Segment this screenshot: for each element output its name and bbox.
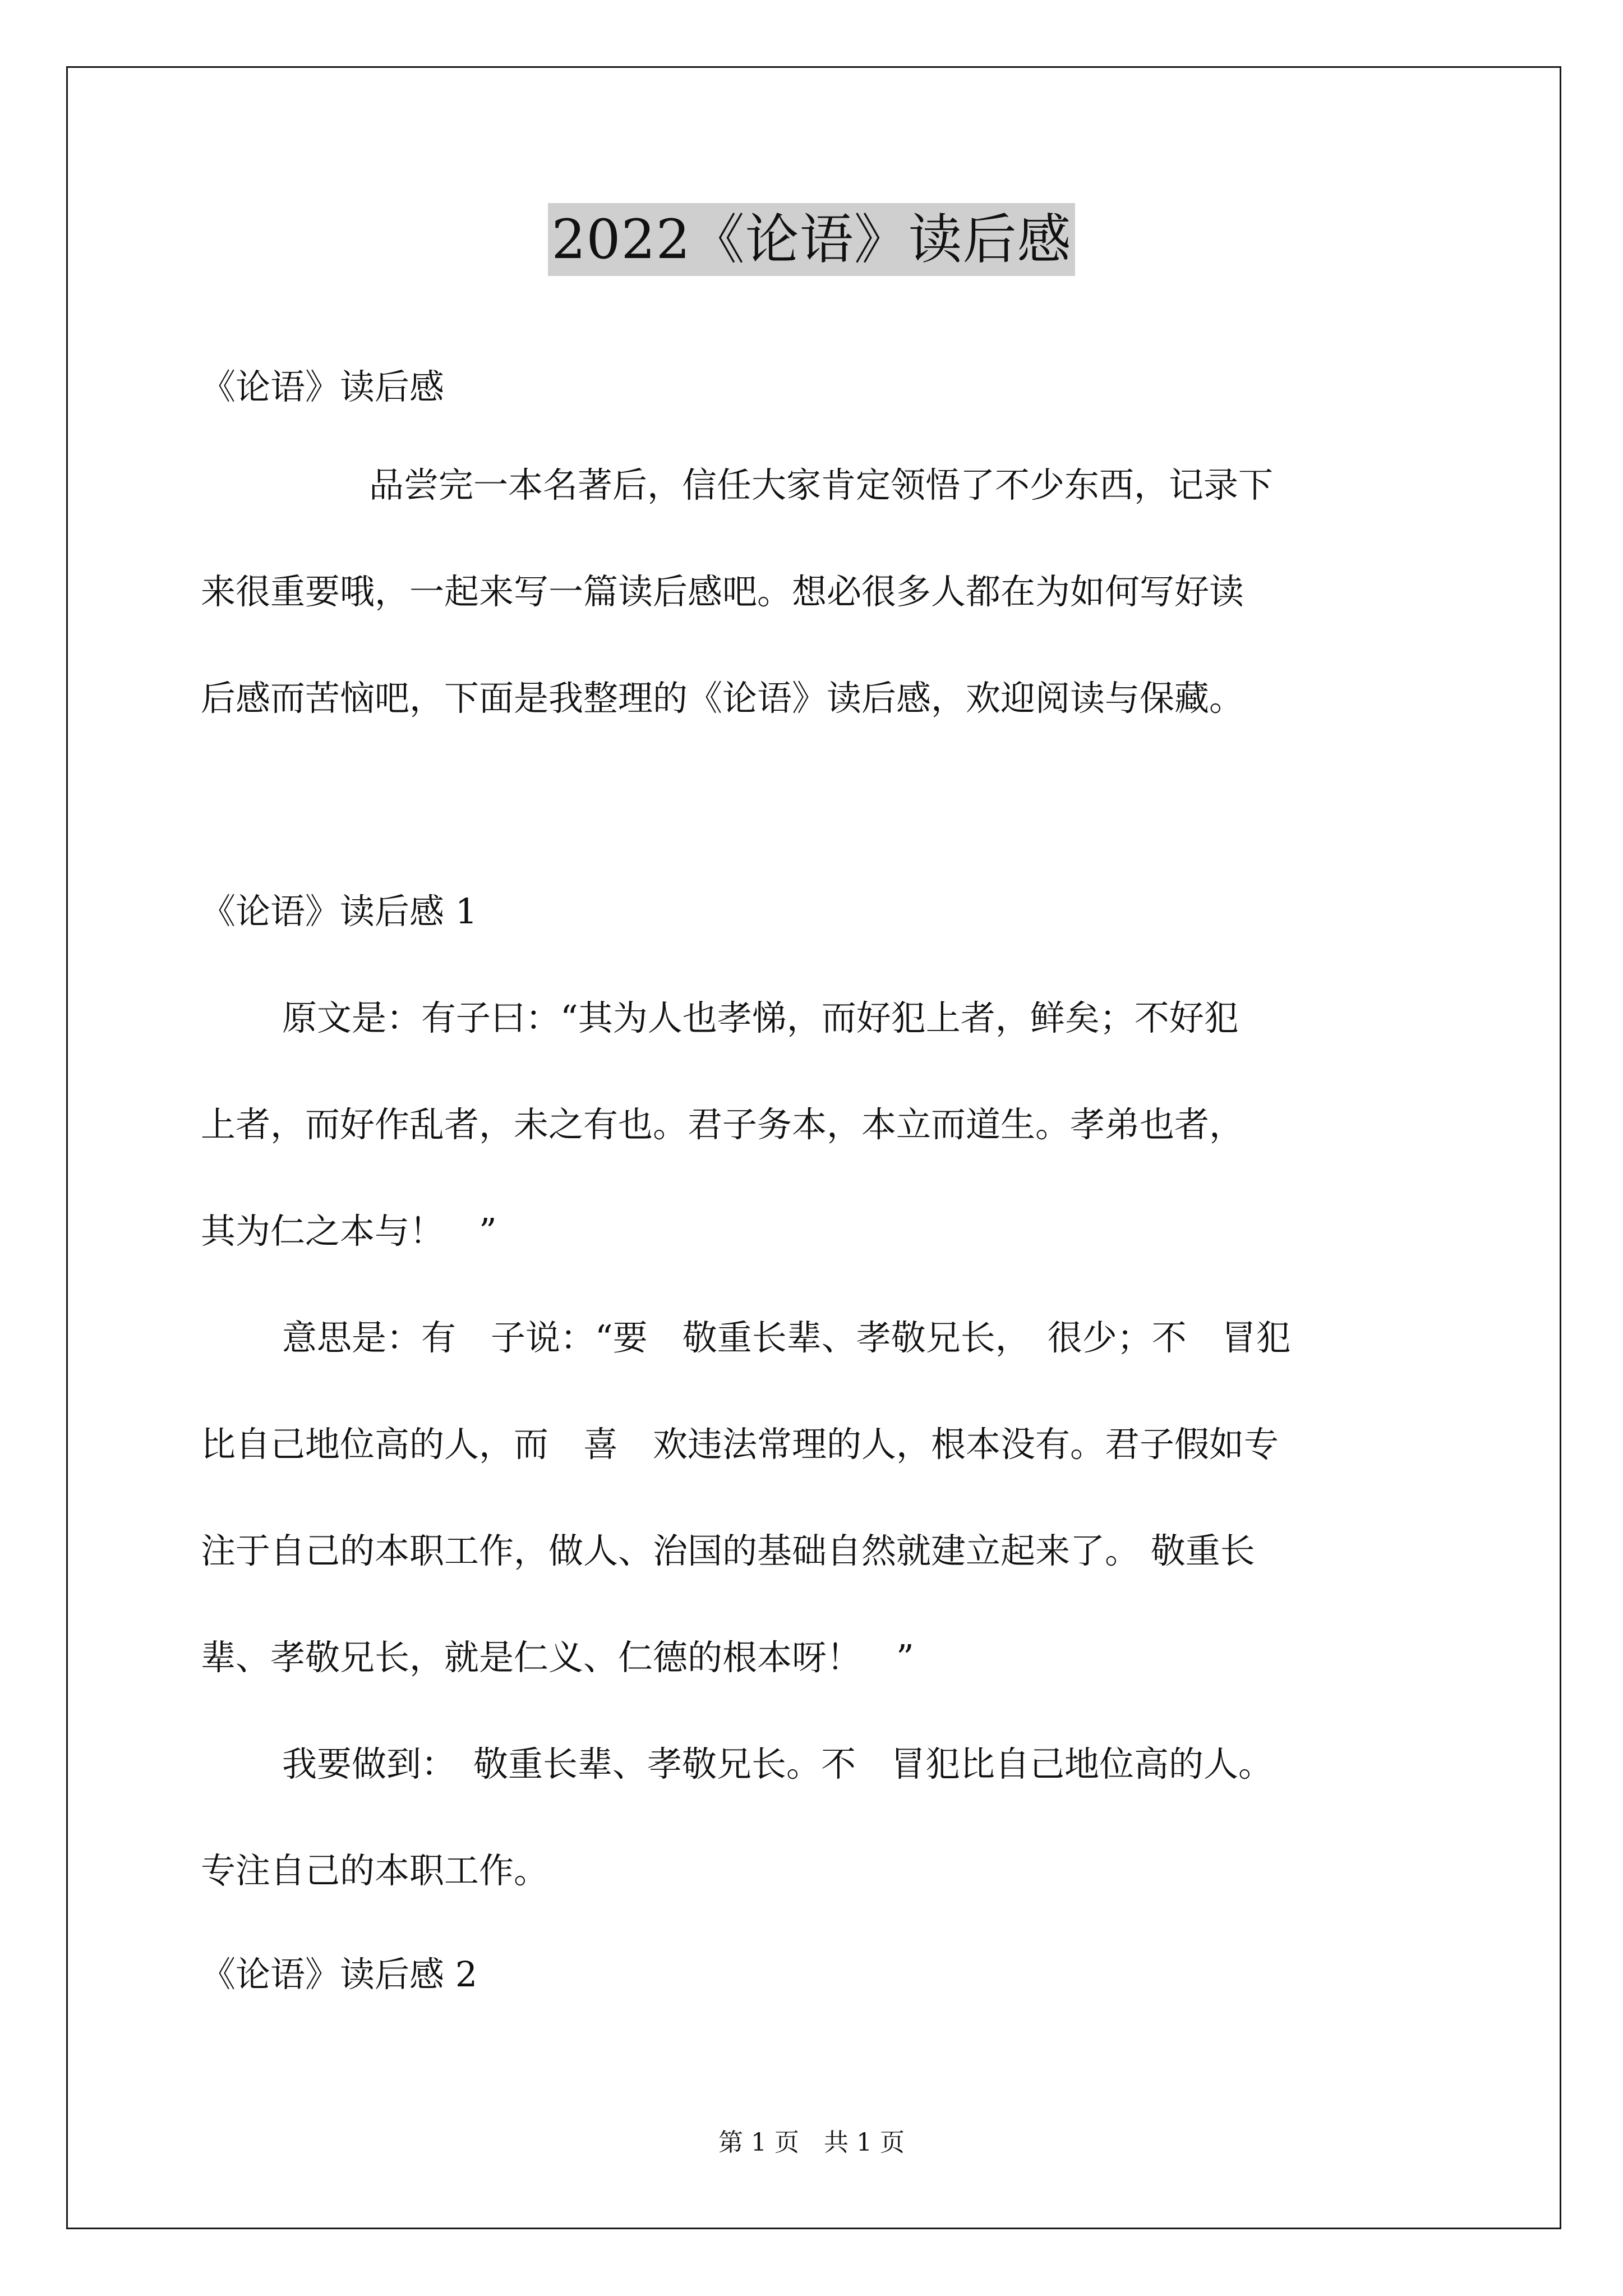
meaning-text-line: 注于自己的本职工作，做人、治国的基础自然就建立起来了。 敬重长: [201, 1530, 1255, 1571]
document-title: 2022《论语》读后感: [548, 203, 1075, 276]
intro-line: 来很重要哦，一起来写一篇读后感吧。想必很多人都在为如何写好读: [201, 571, 1244, 612]
todo-text-line: 我要做到： 敬重长辈、孝敬兄长。不 冒犯比自己地位高的人。: [282, 1743, 1274, 1784]
page-footer: [0, 2126, 1623, 2160]
intro-line: 品尝完一本名著后，信任大家肯定领悟了不少东西，记录下: [369, 464, 1274, 505]
todo-text-line: 专注自己的本职工作。: [201, 1850, 549, 1891]
section-heading-1: 《论语》读后感 1: [201, 891, 478, 932]
section-heading-2: 《论语》读后感 2: [201, 1954, 478, 1995]
title-container: [0, 203, 1623, 276]
original-text-line: 上者，而好作乱者，未之有也。君子务本，本立而道生。孝弟也者，: [201, 1104, 1244, 1145]
meaning-text-line: 比自己地位高的人，而 喜 欢违法常理的人，根本没有。君子假如专: [201, 1424, 1279, 1465]
intro-line: 后感而苦恼吧，下面是我整理的《论语》读后感，欢迎阅读与保藏。: [201, 678, 1244, 719]
original-text-line: 其为仁之本与！ ”: [201, 1211, 497, 1251]
meaning-text-line: 辈、孝敬兄长，就是仁义、仁德的根本呀！ ”: [201, 1637, 914, 1678]
meaning-text-line: 意思是：有 子说：“要 敬重长辈、孝敬兄长， 很少；不 冒犯: [282, 1317, 1291, 1358]
page-number: 第 1 页 共 1 页: [718, 2128, 905, 2157]
section-heading-intro: 《论语》读后感: [201, 366, 445, 407]
original-text-line: 原文是：有子曰：“其为人也孝悌，而好犯上者，鲜矣；不好犯: [282, 997, 1239, 1038]
